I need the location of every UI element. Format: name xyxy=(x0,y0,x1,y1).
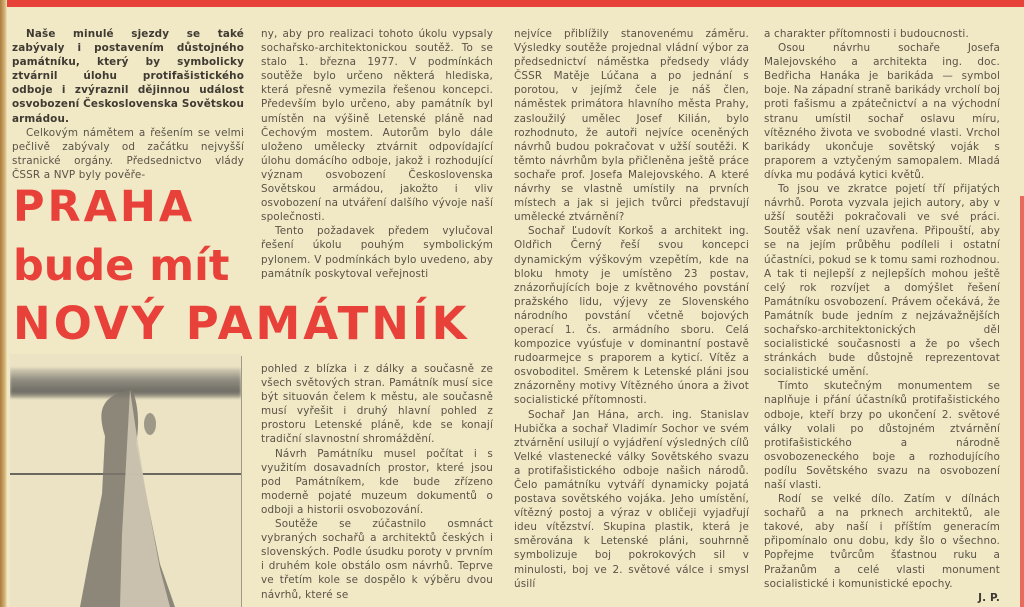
right-red-strip xyxy=(1020,196,1024,607)
article-column-4 xyxy=(764,27,1000,605)
headline-line-1: PRAHA xyxy=(13,182,196,232)
photo-divider xyxy=(241,356,242,607)
paragraph: To jsou ve zkratce pojetí tří přijatých návrhů. Porota vyzvala jejich autory, aby v užší soutěži pokračovali ve své práci. Soutěž však není uzavřena. Připouští, aby se na jejím průběhu podíleli i ostatní účastníci, pokud se k tomu sami rozhodnou. A tak ti nejlepší z nejlepších mohou ještě celý rok rozvíjet a domýšlet řešení Památníku osvobození. Právem očekává, že Památník bude jedním z nejzávažnějších sochařsko-architektonických děl socialistické současnosti a že po všech stránkách bude důstojně reprezentovat socialistické umění. xyxy=(764,183,1000,379)
page-binding-edge xyxy=(0,0,7,607)
paragraph: Tímto skutečným monumentem se naplňuje i přání účastníků protifašistického odboje, kteří brzy po ukončení 2. světové války volali po důstojném ztvárnění protifašistického a národně osvobozeneckého boje a rozhodujícího podílu Sovětského svazu na osvobození naší vlasti. xyxy=(764,380,1000,491)
paragraph: Soutěže se zúčastnilo osmnáct vybraných sochařů a architektů českých i slovenských. Podle úsudku poroty v prvním i druhém kole obstálo osm návrhů. Teprve ve třetím kole se dospělo k výběru dvou návrhů, které se xyxy=(261,518,493,601)
monument-model-photo xyxy=(10,354,241,607)
article-column-2-top xyxy=(261,27,493,281)
paragraph: Celkovým námětem a řešením se velmi pečlivě zabývaly od začátku nejvyšší stranické orgány. Předsednictvo vlády ČSSR a NVP byly pověře- xyxy=(12,126,244,181)
paragraph: Tento požadavek předem vylučoval řešení úkolu pouhým symbolickým pylonem. V podmínkách bylo uvedeno, aby památník poskytoval veřejnosti xyxy=(261,225,493,280)
author-signature: J. P. xyxy=(978,591,1000,604)
paragraph: pohled z blízka i z dálky a současně ze všech světových stran. Památník musí sice být situován čelem k městu, ale současně musí vyřešit i druhý hlavní pohled z prostoru Letenské pláně, kde se konají tradiční slavnostní shromáždění. xyxy=(261,363,493,446)
paragraph: nejvíce přiblížily stanovenému záměru. Výsledky soutěže projednal vládní výbor za předsednictví náměstka předsedy vlády ČSSR Matěje Lúčana a po jednání s porotou, v jejímž čele je náš člen, náměstek primátora hlavního města Prahy, zasloužilý umělec Josef Kilián, bylo rozhodnuto, že autoři nejvíce oceněných návrhů budou pokračovat v užší soutěži. K těmto návrhům byla přičleněna ještě práce sochaře prof. Josefa Malejovského. A které návrhy se vlastně umístily na prvních místech a jak si jejich tvůrci představují umělecké ztvárnění? xyxy=(514,28,749,224)
top-red-bar xyxy=(7,0,1024,7)
headline-line-3: NOVÝ PAMÁTNÍK xyxy=(13,297,470,350)
paragraph: Návrh Památníku musel počítat i s využitím dosavadních prostor, které jsou pod Památníkem, kde bude zřízeno moderně pojaté muzeum dokumentů o odboji a historii osvobozování. xyxy=(261,447,493,516)
monument-sculpture-icon xyxy=(10,354,241,607)
headline-line-2: bude mít xyxy=(13,241,230,291)
article-column-3 xyxy=(514,27,749,591)
paragraph: Sochař Ľudovít Korkoš a architekt ing. Oldřich Černý řeší svou koncepci dynamickým výškovým vzepětím, kde na bloku hmoty je umístěno 23 postav, znázorňujících boje z květnového povstání pražského lidu, výjevy ze Slovenského národního povstání včetně bojových operací 1. čs. armádního sboru. Celá kompozice vyúsťuje v dominantní postavě rudoarmejce s praporem a kyticí. Vítěz a osvoboditel. Směrem k Letenské pláni jsou znázorněny motivy Vítězného února a život socialistické přítomnosti. xyxy=(514,225,749,407)
article-column-1 xyxy=(12,27,244,182)
lead-paragraph: Naše minulé sjezdy se také zabývaly i postavením důstojného památníku, který by symbolicky ztvárnil úlohu protifašistického odboje i zvýraznil dějinnou událost osvobození Československa Sovětskou armádou. xyxy=(12,28,244,125)
paragraph: a charakter přítomnosti i budoucnosti. xyxy=(764,28,969,40)
paragraph: ny, aby pro realizaci tohoto úkolu vypsaly sochařsko-architektonickou soutěž. To se stalo 1. března 1977. V podmínkách soutěže bylo určeno některá hlediska, která přesně vymezila řešenou koncepci. Především bylo určeno, aby památník byl umístěn na výšině Letenské pláně nad Čechovým mostem. Autorům bylo dále uloženo umělecky ztvárnit odpovídající úlohu domácího odboje, jakož i rozhodující význam osvobození Československa Sovětskou armádou, jakožto i vliv osvobození na utváření dalšího vývoje naší společnosti. xyxy=(261,28,493,224)
article-column-2-bottom xyxy=(261,362,493,602)
paragraph: Osou návrhu sochaře Josefa Malejovského a architekta ing. doc. Bedřicha Hanáka je barikáda — symbol boje. Na západní straně barikády vrcholí boj proti fašismu a zpátečnictví a na východní stranu umístil sochař oslavu míru, vítězného života ve svobodné vlasti. Vrchol barikády ukončuje sovětský voják s praporem a vztyčeným samopalem. Mladá dívka mu podává kytici květů. xyxy=(764,42,1000,181)
paragraph: Sochař Jan Hána, arch. ing. Stanislav Hubička a sochař Vladimír Sochor ve svém ztvárnění usilují o vyjádření výsledných cílů Velké vlastenecké války Sovětského svazu a protifašistického odboje našich národů. Čelo památníku vytváří dynamicky pojatá postava sovětského vojáka. Jeho umístění, vítězný postoj a výraz v obličeji vyjadřují ideu vítězství. Skupina plastik, která je směrována k Letenské pláni, souhrnně symbolizuje boj pokrokových sil v minulosti, boj ve 2. světové válce i smysl úsilí xyxy=(514,408,749,590)
paragraph: Rodí se velké dílo. Zatím v dílnách sochařů a na prknech architektů, ale takové, aby naší i příštím generacím připomínalo onu dobu, kdy šlo o všechno. Popřejme tvůrcům šťastnou ruku a Pražanům a celé vlasti monument socialistické i komunistické epochy. xyxy=(764,493,1000,590)
